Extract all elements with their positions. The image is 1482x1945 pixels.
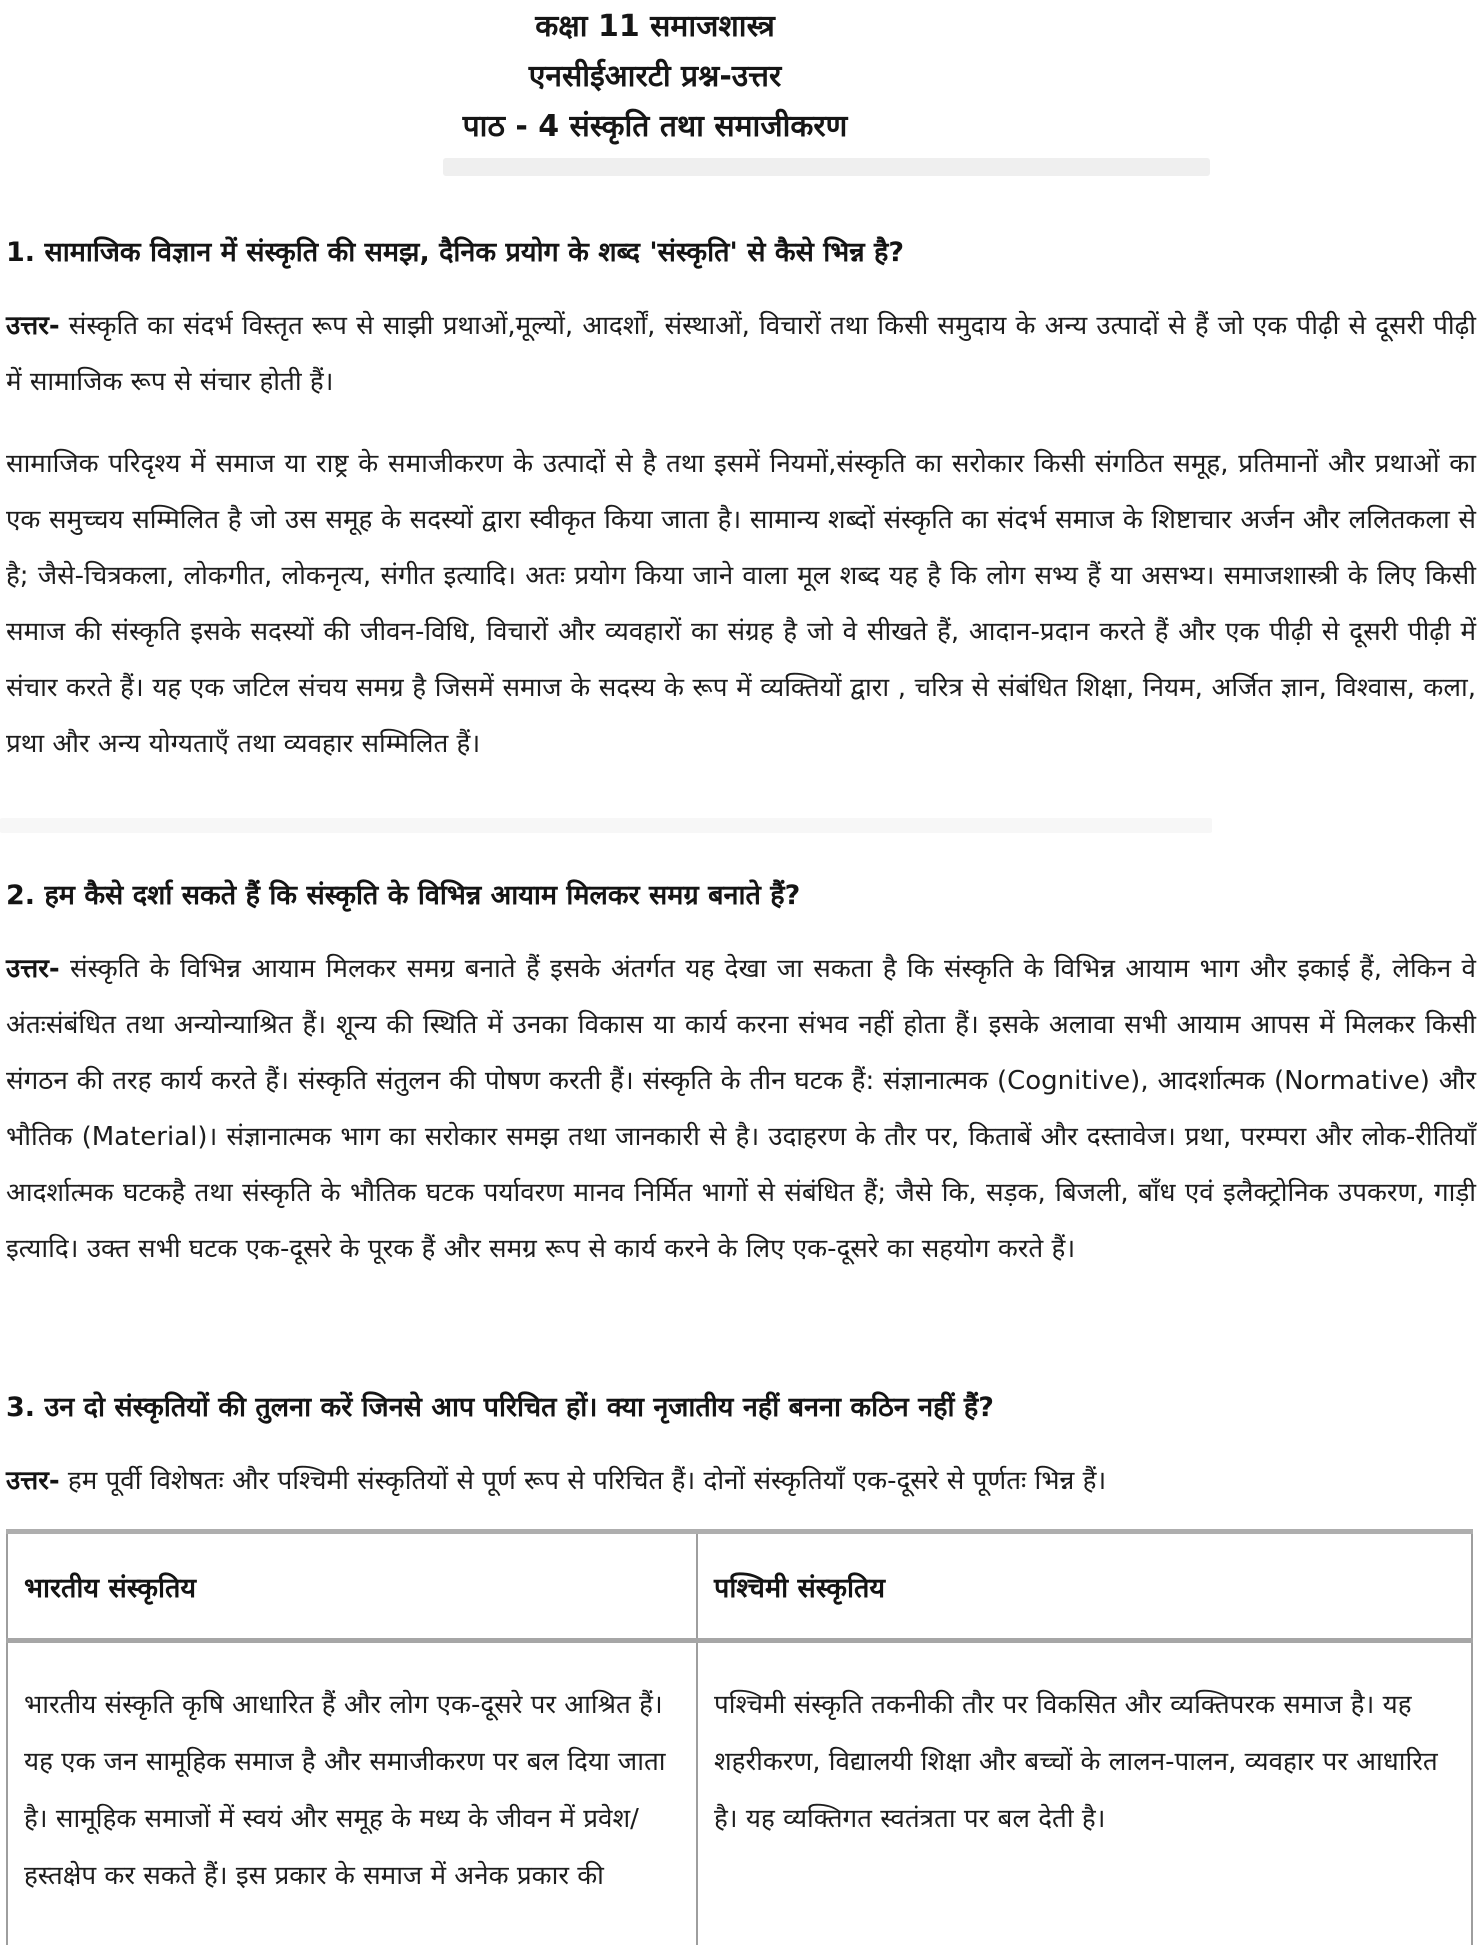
section-divider-bar (0, 818, 1212, 833)
question-1: 1. सामाजिक विज्ञान में संस्कृति की समझ, दैनिक प्रयोग के शब्द 'संस्कृति' से कैसे भिन्न है? (6, 234, 1476, 272)
answer-2-label: उत्तर- (6, 954, 60, 984)
answer-1-text: संस्कृति का संदर्भ विस्तृत रूप से साझी प्रथाओं,मूल्यों, आदर्शों, संस्थाओं, विचारों तथा किसी समुदाय के अन्य उत्पादों से हैं जो एक पीढ़ी से दूसरी पीढ़ी में सामाजिक रूप से संचार होती हैं। (6, 311, 1476, 397)
answer-1-label: उत्तर- (6, 311, 60, 341)
table-header-row (7, 1532, 1472, 1641)
answer-2-text: संस्कृति के विभिन्न आयाम मिलकर समग्र बनाते हैं इसके अंतर्गत यह देखा जा सकता है कि संस्कृति के विभिन्न आयाम भाग और इकाई हैं, लेकिन वे अंतःसंबंधित तथा अन्योन्याश्रित हैं। शून्य की स्थिति में उनका विकास या कार्य करना संभव नहीं होता हैं। इसके अलावा सभी आयाम आपस में मिलकर किसी संगठन की तरह कार्य करते हैं। संस्कृति संतुलन की पोषण करती हैं। संस्कृति के तीन घटक हैं: संज्ञानात्मक (Cognitive), आदर्शात्मक (Normative) और भौतिक (Material)। संज्ञानात्मक भाग का सरोकार समझ तथा जानकारी से है। उदाहरण के तौर पर, किताबें और दस्तावेज। प्रथा, परम्परा और लोक-रीतियाँ आदर्शात्मक घटकहै तथा संस्कृति के भौतिक घटक पर्यावरण मानव निर्मित भागों से संबंधित हैं; जैसे कि, सड़क, बिजली, बाँध एवं इलैक्ट्रोनिक उपकरण, गाड़ी इत्यादि। उक्त सभी घटक एक-दूसरे के पूरक हैं और समग्र रूप से कार्य करने के लिए एक-दूसरे का सहयोग करते हैं। (6, 954, 1476, 1264)
page-title-source: एनसीईआरटी प्रश्न-उत्तर (0, 52, 1310, 102)
page-title-chapter: पाठ - 4 संस्कृति तथा समाजीकरण (0, 102, 1310, 152)
page-title-class: कक्षा 11 समाजशास्त्र (0, 2, 1310, 52)
table-header-western-culture: पश्चिमी संस्कृतिय (697, 1532, 1472, 1641)
answer-3-text: हम पूर्वी विशेषतः और पश्चिमी संस्कृतियों से पूर्ण रूप से परिचित हैं। दोनों संस्कृतियाँ एक-दूसरे से पूर्णतः भिन्न हैं। (60, 1466, 1107, 1496)
table-header-indian-culture: भारतीय संस्कृतिय (7, 1532, 697, 1641)
table-row (7, 1641, 1472, 1945)
answer-1-paragraph-2: सामाजिक परिदृश्य में समाज या राष्ट्र के समाजीकरण के उत्पादों से है तथा इसमें नियमों,संस्कृति का सरोकार किसी संगठित समूह, प्रतिमानों और प्रथाओं का एक समुच्चय सम्मिलित है जो उस समूह के सदस्यों द्वारा स्वीकृत किया जाता है। सामान्य शब्दों संस्कृति का संदर्भ समाज के शिष्टाचार अर्जन और ललितकला से है; जैसे-चित्रकला, लोकगीत, लोकनृत्य, संगीत इत्यादि। अतः प्रयोग किया जाने वाला मूल शब्द यह है कि लोग सभ्य हैं या असभ्य। समाजशास्त्री के लिए किसी समाज की संस्कृति इसके सदस्यों की जीवन-विधि, विचारों और व्यवहारों का संग्रह है जो वे सीखते हैं, आदान-प्रदान करते हैं और एक पीढ़ी से दूसरी पीढ़ी में संचार करते हैं। यह एक जटिल संचय समग्र है जिसमें समाज के सदस्य के रूप में व्यक्तियों द्वारा , चरित्र से संबंधित शिक्षा, नियम, अर्जित ज्ञान, विश्वास, कला, प्रथा और अन्य योग्यताएँ तथा व्यवहार सम्मिलित हैं। (6, 436, 1476, 772)
answer-1 (6, 298, 1476, 410)
answer-2 (6, 941, 1476, 1277)
title-divider-bar (443, 158, 1210, 176)
answer-3-label: उत्तर- (6, 1466, 60, 1496)
table-cell-indian-culture: भारतीय संस्कृति कृषि आधारित हैं और लोग एक-दूसरे पर आश्रित हैं। यह एक जन सामूहिक समाज है और समाजीकरण पर बल दिया जाता है। सामूहिक समाजों में स्वयं और समूह के मध्य के जीवन में प्रवेश/ हस्तक्षेप कर सकते हैं। इस प्रकार के समाज में अनेक प्रकार की (7, 1641, 697, 1945)
answer-3 (6, 1453, 1476, 1509)
question-2: 2. हम कैसे दर्शा सकते हैं कि संस्कृति के विभिन्न आयाम मिलकर समग्र बनाते हैं? (6, 877, 1476, 915)
culture-comparison-table (6, 1529, 1473, 1945)
question-3: 3. उन दो संस्कृतियों की तुलना करें जिनसे आप परिचित हों। क्या नृजातीय नहीं बनना कठिन नहीं हैं? (6, 1389, 1476, 1427)
document-title-block (0, 0, 1310, 152)
table-cell-western-culture: पश्चिमी संस्कृति तकनीकी तौर पर विकसित और व्यक्तिपरक समाज है। यह शहरीकरण, विद्यालयी शिक्षा और बच्चों के लालन-पालन, व्यवहार पर आधारित है। यह व्यक्तिगत स्वतंत्रता पर बल देती है। (697, 1641, 1472, 1945)
